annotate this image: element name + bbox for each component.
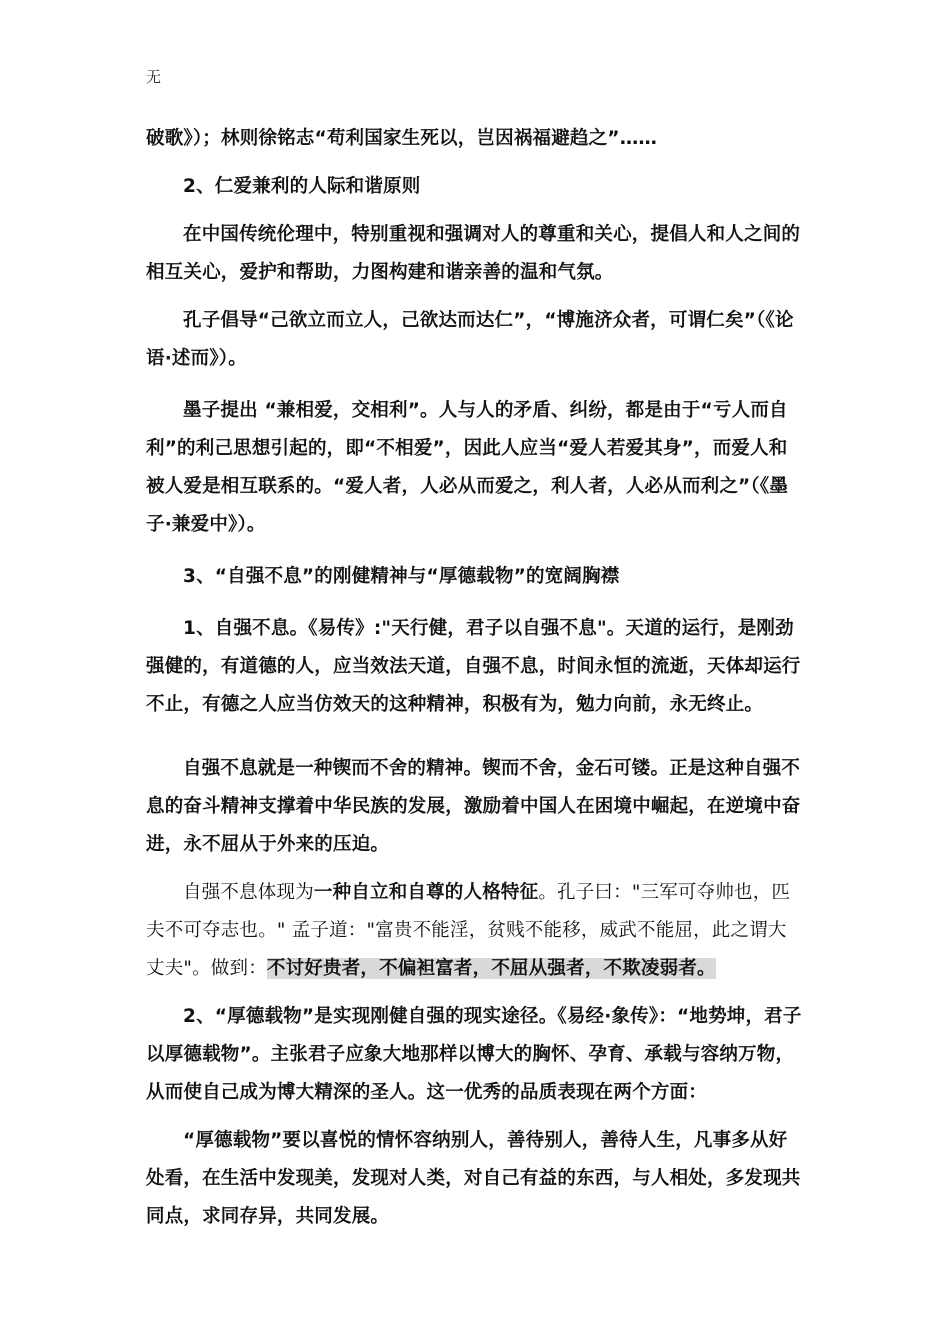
section-heading-2: 2、仁爱兼利的人际和谐原则 [183, 176, 421, 197]
paragraph-mozi: 墨子提出 “兼相爱，交相利”。人与人的矛盾、纠纷，都是由于“亏人而自利”的利己思想引起的，即“不相爱”，因此人应当“爱人若爱其身”，而爱人和被人爱是相互联系的。“爱人者，人必从而爱之，利人者，人必从而利之”（《墨子·兼爱中》）。 [146, 400, 789, 535]
text-segment: 。孔子曰："三军可夺帅也，匹夫不可夺志也。" 孟子道："富贵不能淫，贫贱不能移，威武不能屈，此之谓大丈夫"。做到： [146, 882, 791, 979]
text-segment: 自强不息体现为 [183, 882, 314, 903]
paragraph-perseverance: 自强不息就是一种锲而不舍的精神。锲而不舍，金石可镂。正是这种自强不息的奋斗精神支撑着中华民族的发展，激励着中国人在困境中崛起，在逆境中奋进，永不屈从于外来的压迫。 [146, 758, 801, 855]
paragraph-ethics: 在中国传统伦理中，特别重视和强调对人的尊重和关心，提倡人和人之间的相互关心，爱护和帮助，力图构建和谐亲善的温和气氛。 [146, 224, 801, 283]
paragraph-virtue: 2、“厚德载物”是实现刚健自强的现实途径。《易经·象传》：“地势坤，君子以厚德载物”。主张君子应象大地那样以博大的胸怀、孕育、承载与容纳万物，从而使自己成为博大精深的圣人。这一优秀的品质表现在两个方面： [146, 1006, 802, 1103]
text-segment-bold: 一种自立和自尊的人格特征 [313, 882, 539, 903]
paragraph-continuation: 破歌》）；林则徐铭志“苟利国家生死以，岂因祸福避趋之”…… [146, 128, 658, 149]
section-heading-3: 3、“自强不息”的刚健精神与“厚德载物”的宽阔胸襟 [183, 566, 620, 587]
paragraph-personality [146, 874, 802, 988]
paragraph-houde: “厚德载物”要以喜悦的情怀容纳别人，善待别人，善待人生，凡事多从好处看，在生活中发现美，发现对人类，对自己有益的东西，与人相处，多发现共同点，求同存异，共同发展。 [146, 1130, 801, 1227]
page-header: 无 [146, 68, 162, 86]
paragraph-confucius: 孔子倡导“己欲立而立人，己欲达而达仁”，“博施济众者，可谓仁矣”（《论语·述而》）。 [146, 310, 794, 369]
highlighted-text: 不讨好贵者，不偏袒富者，不屈从强者，不欺凌弱者。 [266, 958, 716, 979]
document-body [146, 120, 802, 1236]
paragraph-self-strengthening: 1、自强不息。《易传》:"天行健，君子以自强不息"。天道的运行，是刚劲强健的，有道德的人，应当效法天道，自强不息，时间永恒的流逝，天体却运行不止，有德之人应当仿效天的这种精神，积极有为，勉力向前，永无终止。 [146, 618, 801, 715]
